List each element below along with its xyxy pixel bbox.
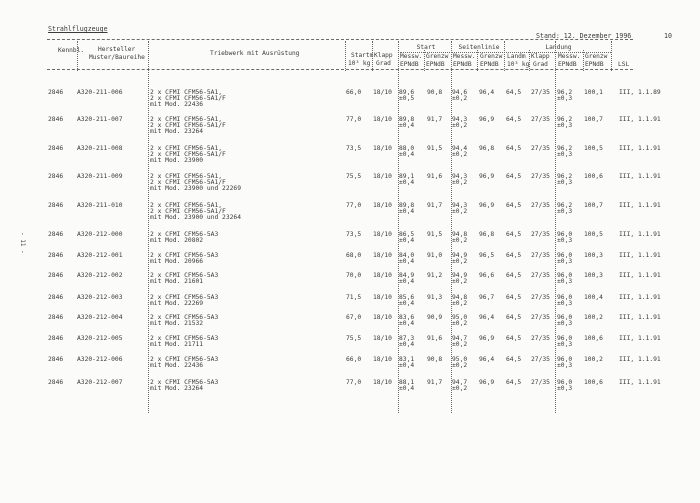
cell-klappen: 18/10: [373, 294, 392, 301]
cell-triebwerk-line3: mit Mod. 23900 und 23264: [150, 214, 241, 221]
cell-landemasse: 64,5: [506, 294, 522, 301]
cell-landung-toleranz: ±0,3: [557, 362, 573, 369]
cell-muster: A320-211-008: [77, 145, 123, 152]
cell-landung-toleranz: ±0,3: [557, 300, 573, 307]
col-header-landm: Landm: [507, 53, 526, 60]
cell-landung-klappen: 27/35: [531, 173, 550, 180]
cell-kennbl: 2846: [48, 89, 64, 96]
cell-triebwerk-line1: 2 x CFMI CFM56-5A3: [150, 335, 219, 342]
cell-klappen: 18/10: [373, 173, 392, 180]
cell-landemasse: 64,5: [506, 202, 522, 209]
cell-startmasse: 77,0: [346, 379, 362, 386]
cell-landung-klappen: 27/35: [531, 314, 550, 321]
cell-start-toleranz: ±0,4: [399, 341, 415, 348]
cell-landung-messwert: 96,0: [557, 335, 573, 342]
cell-seitenlinie-toleranz: ±0,2: [452, 320, 468, 327]
col-header-triebwerk: Triebwerk mit Ausrüstung: [210, 50, 300, 57]
cell-lsl: III, 1.1.91: [619, 272, 661, 279]
cell-start-grenzwert: 91,6: [427, 173, 443, 180]
cell-lsl: III, 1.1.91: [619, 294, 661, 301]
cell-seitenlinie-toleranz: ±0,2: [452, 258, 468, 265]
cell-start-toleranz: ±0,4: [399, 278, 415, 285]
cell-startmasse: 67,0: [346, 314, 362, 321]
cell-triebwerk-line1: 2 x CFMI CFM56-5A1,: [150, 202, 223, 209]
cell-klappen: 18/10: [373, 202, 392, 209]
cell-landemasse: 64,5: [506, 252, 522, 259]
cell-seitenlinie-toleranz: ±0,2: [452, 362, 468, 369]
cell-triebwerk-line1: 2 x CFMI CFM56-5A3: [150, 294, 219, 301]
cell-start-toleranz: ±0,4: [399, 208, 415, 215]
cell-start-grenzwert: 91,2: [427, 272, 443, 279]
cell-landemasse: 64,5: [506, 145, 522, 152]
cell-start-toleranz: ±0,4: [399, 122, 415, 129]
cell-lsl: III, 1.1.91: [619, 173, 661, 180]
cell-start-grenzwert: 91,5: [427, 231, 443, 238]
cell-kennbl: 2846: [48, 294, 64, 301]
cell-landung-klappen: 27/35: [531, 116, 550, 123]
cell-kennbl: 2846: [48, 356, 64, 363]
cell-landung-klappen: 27/35: [531, 294, 550, 301]
cell-seitenlinie-grenzwert: 96,9: [479, 202, 495, 209]
cell-landung-grenzwert: 100,2: [584, 356, 603, 363]
table-row: [0, 231, 700, 251]
cell-seitenlinie-messwert: 94,8: [452, 231, 468, 238]
cell-startmasse: 77,0: [346, 202, 362, 209]
cell-start-toleranz: ±0,4: [399, 179, 415, 186]
col-header-landung-klapp: Klapp: [531, 53, 550, 60]
cell-landung-klappen: 27/35: [531, 335, 550, 342]
cell-muster: A320-212-001: [77, 252, 123, 259]
col-header-startm-unit: 10³ kg: [348, 60, 371, 67]
cell-landung-grenzwert: 100,6: [584, 335, 603, 342]
cell-seitenlinie-grenzwert: 96,7: [479, 294, 495, 301]
cell-triebwerk-line2: mit Mod. 20966: [150, 258, 204, 265]
cell-kennbl: 2846: [48, 272, 64, 279]
cell-start-messwert: 85,6: [399, 294, 415, 301]
cell-landung-toleranz: ±0,3: [557, 122, 573, 129]
cell-landung-klappen: 27/35: [531, 272, 550, 279]
cell-seitenlinie-messwert: 94,8: [452, 294, 468, 301]
cell-landung-messwert: 96,0: [557, 231, 573, 238]
group-header-seitenlinie: Seitenlinie: [458, 44, 500, 51]
col-header-start-messw: Messw.: [400, 53, 423, 60]
cell-klappen: 18/10: [373, 356, 392, 363]
cell-triebwerk-line2: 2 x CFMI CFM56-5A1/F: [150, 95, 226, 102]
cell-landung-grenzwert: 100,5: [584, 145, 603, 152]
cell-start-grenzwert: 90,9: [427, 314, 443, 321]
cell-start-grenzwert: 91,6: [427, 335, 443, 342]
cell-seitenlinie-grenzwert: 96,9: [479, 379, 495, 386]
col-header-start-grenzw-unit: EPNdB: [426, 61, 445, 68]
cell-muster: A320-211-007: [77, 116, 123, 123]
cell-triebwerk-line2: mit Mod. 22436: [150, 362, 204, 369]
col-header-sl-grenzw: Grenzw: [480, 53, 503, 60]
cell-seitenlinie-toleranz: ±0,2: [452, 300, 468, 307]
table-row: [0, 173, 700, 193]
group-header-start: Start: [416, 44, 436, 51]
cell-start-grenzwert: 90,8: [427, 356, 443, 363]
cell-seitenlinie-grenzwert: 96,6: [479, 272, 495, 279]
cell-seitenlinie-messwert: 94,9: [452, 272, 468, 279]
cell-startmasse: 70,0: [346, 272, 362, 279]
cell-landung-klappen: 27/35: [531, 89, 550, 96]
cell-muster: A320-211-010: [77, 202, 123, 209]
cell-triebwerk-line2: mit Mod. 21532: [150, 320, 204, 327]
col-header-landung-messw-unit: EPNdB: [558, 61, 577, 68]
cell-landung-grenzwert: 100,6: [584, 173, 603, 180]
cell-landemasse: 64,5: [506, 335, 522, 342]
cell-landung-klappen: 27/35: [531, 231, 550, 238]
cell-startmasse: 66,0: [346, 356, 362, 363]
header-bottom-rule: [47, 69, 633, 70]
cell-landung-klappen: 27/35: [531, 356, 550, 363]
cell-landung-messwert: 96,0: [557, 356, 573, 363]
col-header-landung-grenzw: Grenzw: [585, 53, 608, 60]
cell-landemasse: 64,5: [506, 89, 522, 96]
cell-landemasse: 64,5: [506, 231, 522, 238]
cell-seitenlinie-grenzwert: 96,4: [479, 89, 495, 96]
cell-triebwerk-line2: mit Mod. 21601: [150, 278, 204, 285]
cell-triebwerk-line1: 2 x CFMI CFM56-5A1,: [150, 89, 223, 96]
cell-landung-toleranz: ±0,3: [557, 151, 573, 158]
cell-start-messwert: 86,5: [399, 231, 415, 238]
cell-landung-grenzwert: 100,3: [584, 272, 603, 279]
cell-klappen: 18/10: [373, 252, 392, 259]
col-rule: [345, 41, 346, 71]
cell-start-messwert: 83,1: [399, 356, 415, 363]
cell-startmasse: 73,5: [346, 231, 362, 238]
cell-seitenlinie-grenzwert: 96,4: [479, 356, 495, 363]
cell-start-messwert: 89,1: [399, 173, 415, 180]
table-row: [0, 202, 700, 222]
cell-landemasse: 64,5: [506, 356, 522, 363]
cell-start-messwert: 89,8: [399, 116, 415, 123]
cell-lsl: III, 1.1.91: [619, 314, 661, 321]
cell-klappen: 18/10: [373, 379, 392, 386]
cell-landung-toleranz: ±0,3: [557, 179, 573, 186]
cell-seitenlinie-toleranz: ±0,2: [452, 95, 468, 102]
col-rule: [477, 50, 478, 71]
table-row: [0, 252, 700, 272]
cell-landung-toleranz: ±0,3: [557, 237, 573, 244]
cell-start-messwert: 89,8: [399, 202, 415, 209]
col-header-landm-unit: 10³ kg: [507, 61, 530, 68]
cell-lsl: III, 1.1.91: [619, 145, 661, 152]
table-row: [0, 335, 700, 355]
document-date: Stand: 12. Dezember 1996: [536, 32, 632, 40]
side-page-mark: - 11 -: [19, 232, 26, 254]
cell-kennbl: 2846: [48, 335, 64, 342]
col-header-startm: Startm: [351, 52, 374, 59]
table-row: [0, 294, 700, 314]
cell-triebwerk-line1: 2 x CFMI CFM56-5A3: [150, 231, 219, 238]
cell-start-toleranz: ±0,4: [399, 362, 415, 369]
cell-landung-messwert: 96,0: [557, 272, 573, 279]
cell-triebwerk-line1: 2 x CFMI CFM56-5A3: [150, 314, 219, 321]
cell-lsl: III, 1.1.91: [619, 252, 661, 259]
table-row: [0, 145, 700, 165]
cell-landung-grenzwert: 100,2: [584, 314, 603, 321]
col-header-sl-messw: Messw.: [453, 53, 476, 60]
cell-triebwerk-line2: 2 x CFMI CFM56-5A1/F: [150, 151, 226, 158]
cell-landung-messwert: 96,0: [557, 379, 573, 386]
cell-landung-grenzwert: 100,5: [584, 231, 603, 238]
col-header-sl-messw-unit: EPNdB: [453, 61, 472, 68]
cell-seitenlinie-messwert: 94,3: [452, 116, 468, 123]
col-header-landung-messw: Messw.: [558, 53, 581, 60]
cell-landung-toleranz: ±0,3: [557, 385, 573, 392]
cell-start-messwert: 84,0: [399, 252, 415, 259]
table-row: [0, 314, 700, 334]
cell-muster: A320-211-006: [77, 89, 123, 96]
cell-landung-messwert: 96,2: [557, 89, 573, 96]
cell-start-toleranz: ±0,4: [399, 385, 415, 392]
col-rule: [77, 41, 78, 71]
cell-klappen: 18/10: [373, 231, 392, 238]
cell-start-grenzwert: 91,7: [427, 379, 443, 386]
cell-landung-messwert: 96,2: [557, 145, 573, 152]
cell-landung-grenzwert: 100,7: [584, 116, 603, 123]
cell-landung-grenzwert: 100,1: [584, 89, 603, 96]
cell-start-messwert: 84,9: [399, 272, 415, 279]
col-header-start-messw-unit: EPNdB: [400, 61, 419, 68]
cell-klappen: 18/10: [373, 145, 392, 152]
col-rule: [611, 41, 612, 71]
col-header-klapp-unit: Grad: [376, 60, 391, 67]
cell-klappen: 18/10: [373, 89, 392, 96]
cell-triebwerk-line2: 2 x CFMI CFM56-5A1/F: [150, 179, 226, 186]
cell-seitenlinie-grenzwert: 96,9: [479, 173, 495, 180]
cell-landemasse: 64,5: [506, 379, 522, 386]
cell-landung-messwert: 96,0: [557, 252, 573, 259]
cell-start-toleranz: ±0,4: [399, 258, 415, 265]
cell-triebwerk-line1: 2 x CFMI CFM56-5A1,: [150, 145, 223, 152]
cell-start-messwert: 88,1: [399, 379, 415, 386]
cell-klappen: 18/10: [373, 116, 392, 123]
cell-seitenlinie-messwert: 95,0: [452, 314, 468, 321]
cell-seitenlinie-messwert: 94,4: [452, 145, 468, 152]
cell-triebwerk-line2: mit Mod. 21711: [150, 341, 204, 348]
cell-triebwerk-line3: mit Mod. 23900: [150, 157, 204, 164]
cell-triebwerk-line2: 2 x CFMI CFM56-5A1/F: [150, 208, 226, 215]
cell-landung-messwert: 96,0: [557, 314, 573, 321]
cell-landung-grenzwert: 100,4: [584, 294, 603, 301]
cell-seitenlinie-messwert: 95,0: [452, 356, 468, 363]
page-number: 10: [664, 32, 672, 40]
cell-start-grenzwert: 91,0: [427, 252, 443, 259]
cell-start-toleranz: ±0,4: [399, 320, 415, 327]
cell-muster: A320-212-002: [77, 272, 123, 279]
cell-kennbl: 2846: [48, 202, 64, 209]
table-row: [0, 379, 700, 399]
cell-startmasse: 75,5: [346, 335, 362, 342]
cell-triebwerk-line3: mit Mod. 23900 und 22269: [150, 185, 241, 192]
cell-landung-messwert: 96,2: [557, 173, 573, 180]
cell-seitenlinie-messwert: 94,9: [452, 252, 468, 259]
cell-seitenlinie-grenzwert: 96,9: [479, 116, 495, 123]
cell-startmasse: 68,0: [346, 252, 362, 259]
cell-landung-toleranz: ±0,3: [557, 278, 573, 285]
cell-muster: A320-212-004: [77, 314, 123, 321]
col-header-kennbl: Kennbl.: [58, 47, 85, 54]
cell-landung-toleranz: ±0,3: [557, 320, 573, 327]
cell-muster: A320-212-003: [77, 294, 123, 301]
cell-lsl: III, 1.1.91: [619, 379, 661, 386]
col-header-landung-klapp-unit: Grad: [533, 61, 548, 68]
cell-landung-toleranz: ±0,3: [557, 341, 573, 348]
table-row: [0, 116, 700, 136]
col-header-sl-grenzw-unit: EPNdB: [480, 61, 499, 68]
cell-landung-klappen: 27/35: [531, 379, 550, 386]
cell-seitenlinie-toleranz: ±0,2: [452, 122, 468, 129]
cell-kennbl: 2846: [48, 231, 64, 238]
cell-landung-grenzwert: 100,3: [584, 252, 603, 259]
cell-klappen: 18/10: [373, 272, 392, 279]
cell-kennbl: 2846: [48, 379, 64, 386]
header-top-rule: [47, 39, 633, 40]
cell-start-toleranz: ±0,4: [399, 151, 415, 158]
cell-lsl: III, 1.1.91: [619, 202, 661, 209]
cell-seitenlinie-toleranz: ±0,2: [452, 385, 468, 392]
cell-lsl: III, 1.1.91: [619, 231, 661, 238]
cell-klappen: 18/10: [373, 335, 392, 342]
cell-triebwerk-line1: 2 x CFMI CFM56-5A3: [150, 356, 219, 363]
cell-landung-klappen: 27/35: [531, 202, 550, 209]
cell-kennbl: 2846: [48, 145, 64, 152]
cell-seitenlinie-messwert: 94,3: [452, 202, 468, 209]
col-header-klapp: Klapp: [374, 52, 393, 59]
cell-triebwerk-line1: 2 x CFMI CFM56-5A3: [150, 252, 219, 259]
cell-seitenlinie-toleranz: ±0,2: [452, 179, 468, 186]
cell-landung-grenzwert: 100,7: [584, 202, 603, 209]
col-header-lsl: LSL: [618, 61, 630, 68]
cell-kennbl: 2846: [48, 252, 64, 259]
cell-triebwerk-line2: mit Mod. 23264: [150, 385, 204, 392]
cell-landung-klappen: 27/35: [531, 252, 550, 259]
cell-triebwerk-line3: mit Mod. 23264: [150, 128, 204, 135]
document-title: Strahlflugzeuge: [48, 25, 108, 33]
cell-seitenlinie-messwert: 94,6: [452, 89, 468, 96]
cell-seitenlinie-grenzwert: 96,8: [479, 145, 495, 152]
cell-muster: A320-212-005: [77, 335, 123, 342]
cell-lsl: III, 1.1.91: [619, 356, 661, 363]
cell-muster: A320-211-009: [77, 173, 123, 180]
cell-kennbl: 2846: [48, 116, 64, 123]
cell-seitenlinie-toleranz: ±0,2: [452, 151, 468, 158]
group-header-landung: Landung: [545, 44, 572, 51]
cell-seitenlinie-grenzwert: 96,9: [479, 335, 495, 342]
cell-landung-messwert: 96,2: [557, 116, 573, 123]
cell-start-toleranz: ±0,4: [399, 300, 415, 307]
cell-start-messwert: 87,3: [399, 335, 415, 342]
cell-startmasse: 75,5: [346, 173, 362, 180]
cell-seitenlinie-toleranz: ±0,2: [452, 278, 468, 285]
cell-start-toleranz: ±0,4: [399, 237, 415, 244]
cell-start-toleranz: ±0,5: [399, 95, 415, 102]
cell-seitenlinie-toleranz: ±0,2: [452, 341, 468, 348]
cell-kennbl: 2846: [48, 173, 64, 180]
cell-landemasse: 64,5: [506, 314, 522, 321]
cell-triebwerk-line1: 2 x CFMI CFM56-5A3: [150, 379, 219, 386]
cell-klappen: 18/10: [373, 314, 392, 321]
cell-landemasse: 64,5: [506, 116, 522, 123]
cell-landung-klappen: 27/35: [531, 145, 550, 152]
cell-landung-messwert: 96,0: [557, 294, 573, 301]
cell-triebwerk-line3: mit Mod. 22436: [150, 101, 204, 108]
cell-start-grenzwert: 91,5: [427, 145, 443, 152]
cell-triebwerk-line2: mit Mod. 22269: [150, 300, 204, 307]
cell-seitenlinie-toleranz: ±0,2: [452, 208, 468, 215]
cell-landemasse: 64,5: [506, 272, 522, 279]
col-header-hersteller: Hersteller: [98, 46, 136, 53]
cell-landung-toleranz: ±0,3: [557, 208, 573, 215]
cell-start-grenzwert: 91,7: [427, 202, 443, 209]
cell-landung-toleranz: ±0,3: [557, 95, 573, 102]
cell-seitenlinie-messwert: 94,3: [452, 173, 468, 180]
col-header-start-grenzw: Grenzw: [426, 53, 449, 60]
col-rule: [372, 41, 373, 71]
cell-seitenlinie-messwert: 94,7: [452, 335, 468, 342]
cell-start-messwert: 89,6: [399, 89, 415, 96]
cell-triebwerk-line1: 2 x CFMI CFM56-5A1,: [150, 173, 223, 180]
cell-triebwerk-line2: 2 x CFMI CFM56-5A1/F: [150, 122, 226, 129]
cell-seitenlinie-grenzwert: 96,8: [479, 231, 495, 238]
cell-triebwerk-line1: 2 x CFMI CFM56-5A3: [150, 272, 219, 279]
cell-landung-toleranz: ±0,3: [557, 258, 573, 265]
col-rule: [529, 50, 530, 71]
cell-startmasse: 71,5: [346, 294, 362, 301]
cell-startmasse: 73,5: [346, 145, 362, 152]
cell-start-messwert: 83,6: [399, 314, 415, 321]
cell-lsl: III, 1.1.91: [619, 335, 661, 342]
cell-landung-grenzwert: 100,6: [584, 379, 603, 386]
table-row: [0, 356, 700, 376]
cell-seitenlinie-messwert: 94,7: [452, 379, 468, 386]
table-row: [0, 89, 700, 109]
col-header-landung-grenzw-unit: EPNdB: [585, 61, 604, 68]
cell-muster: A320-212-007: [77, 379, 123, 386]
cell-landung-messwert: 96,2: [557, 202, 573, 209]
cell-seitenlinie-grenzwert: 96,4: [479, 314, 495, 321]
col-rule: [583, 50, 584, 71]
cell-startmasse: 66,0: [346, 89, 362, 96]
col-rule: [504, 41, 505, 71]
cell-triebwerk-line2: mit Mod. 20802: [150, 237, 204, 244]
col-rule: [424, 50, 425, 71]
table-row: [0, 272, 700, 292]
cell-triebwerk-line1: 2 x CFMI CFM56-5A1,: [150, 116, 223, 123]
cell-kennbl: 2846: [48, 314, 64, 321]
cell-seitenlinie-grenzwert: 96,5: [479, 252, 495, 259]
cell-start-messwert: 88,0: [399, 145, 415, 152]
cell-start-grenzwert: 91,3: [427, 294, 443, 301]
col-header-muster: Muster/Baureihe: [89, 54, 145, 61]
cell-lsl: III, 1.1.89: [619, 89, 661, 96]
cell-landemasse: 64,5: [506, 173, 522, 180]
cell-start-grenzwert: 90,8: [427, 89, 443, 96]
cell-seitenlinie-toleranz: ±0,2: [452, 237, 468, 244]
cell-muster: A320-212-000: [77, 231, 123, 238]
cell-muster: A320-212-006: [77, 356, 123, 363]
cell-lsl: III, 1.1.91: [619, 116, 661, 123]
cell-start-grenzwert: 91,7: [427, 116, 443, 123]
cell-startmasse: 77,0: [346, 116, 362, 123]
